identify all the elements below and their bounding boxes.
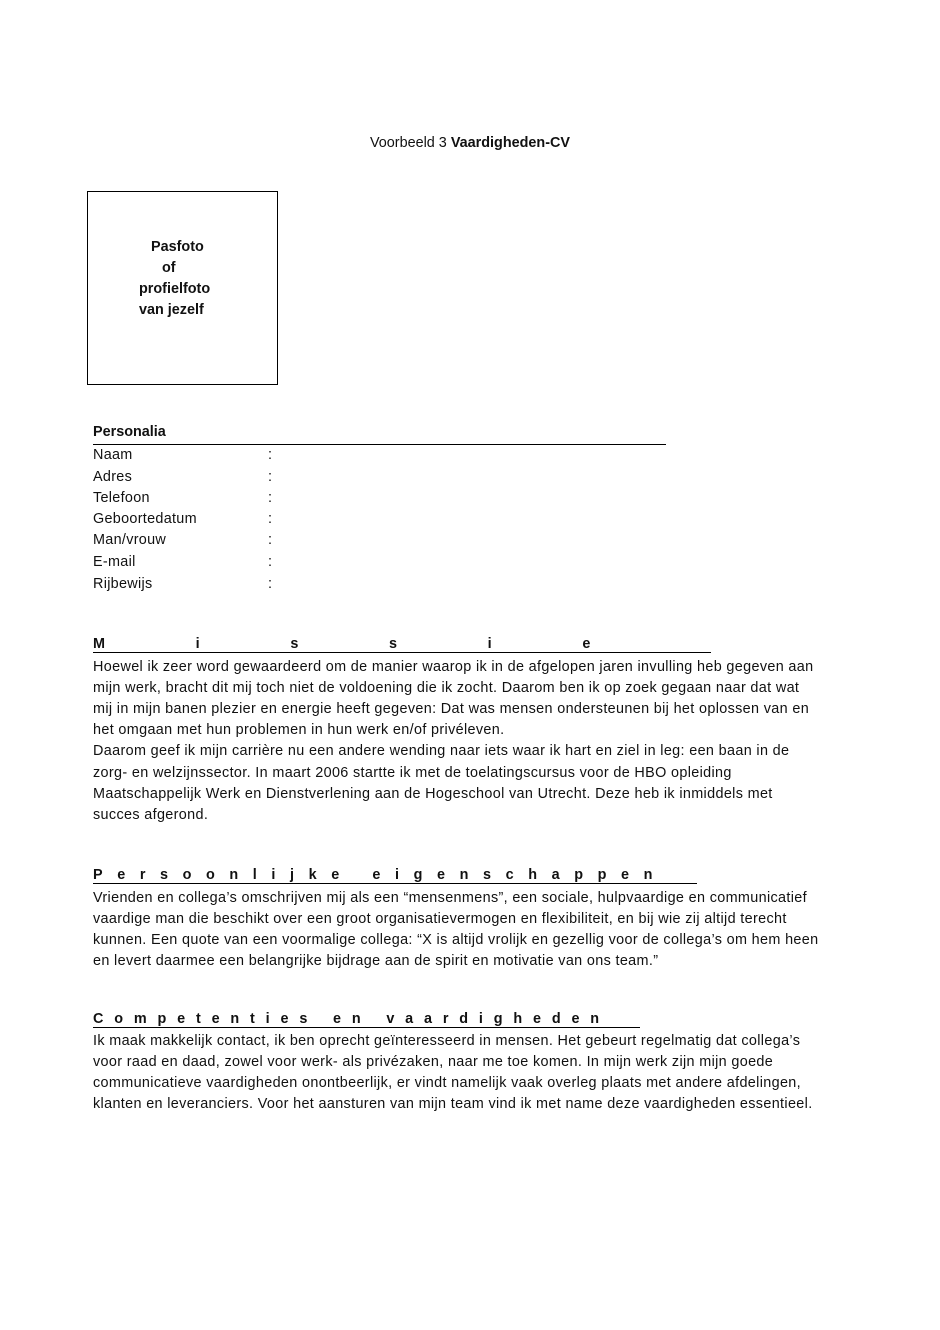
heading-letter: r (139, 867, 146, 883)
missie-line: mijn werk, bracht dit mij toch niet de voldoening die ik zocht. Daarom ben ik op zoek gegaan naar dat wat (93, 680, 800, 696)
eigenschappen-line: kunnen. Een quote van een voormalige collega: “X is altijd vrolijk en gezellig voor de collega’s om hem heen (93, 932, 819, 948)
title-bold: Vaardigheden-CV (450, 135, 570, 151)
field-separator: : (268, 490, 272, 506)
eigenschappen-heading (93, 866, 697, 884)
heading-letter: h (528, 867, 537, 883)
competenties-line: klanten en leveranciers. Voor het aansturen van mijn team vind ik met name deze vaardigheden essentieel. (93, 1096, 813, 1112)
heading-letter: e (177, 1011, 186, 1027)
heading-letter: i (265, 1011, 270, 1027)
field-label: Rijbewijs (93, 576, 153, 592)
heading-letter (371, 1010, 375, 1027)
heading-letter: l (252, 867, 257, 883)
heading-letter: e (436, 867, 445, 883)
heading-letter: a (551, 867, 560, 883)
missie-heading (93, 635, 711, 653)
heading-underline-tail (681, 635, 711, 652)
heading-underline-tail (667, 866, 697, 883)
heading-letter: e (532, 1011, 541, 1027)
photo-line-4: van jezelf (139, 302, 204, 318)
heading-letter: v (386, 1011, 395, 1027)
heading-letter: n (230, 1011, 240, 1027)
heading-letter: e (280, 1011, 289, 1027)
heading-letter: n (643, 867, 653, 883)
heading-letter: s (482, 867, 491, 883)
field-separator: : (268, 532, 272, 548)
heading-letter: e (620, 867, 629, 883)
photo-placeholder (87, 191, 278, 385)
field-label: Man/vrouw (93, 532, 167, 548)
heading-letter: s (290, 636, 299, 652)
heading-letter: h (513, 1011, 523, 1027)
heading-letter (318, 1010, 322, 1027)
heading-letter: i (487, 636, 492, 652)
heading-letter: m (133, 1011, 147, 1027)
heading-letter: M (93, 636, 105, 652)
heading-letter: s (299, 1011, 308, 1027)
field-separator: : (268, 511, 272, 527)
field-label: Adres (93, 469, 133, 485)
photo-line-2: of (162, 260, 176, 276)
heading-letter: r (442, 1011, 449, 1027)
missie-line: Hoewel ik zeer word gewaardeerd om de manier waarop ik in de afgelopen jaren invulling heb gegeven aan (93, 659, 814, 675)
field-row (93, 576, 152, 597)
heading-letter: a (424, 1011, 433, 1027)
heading-letter: p (157, 1011, 167, 1027)
heading-letter: n (590, 1011, 600, 1027)
heading-letter: C (93, 1011, 104, 1027)
heading-letter: i (271, 867, 276, 883)
personalia-heading: Personalia (93, 424, 666, 445)
field-row (93, 554, 136, 575)
heading-letter: p (574, 867, 583, 883)
field-separator: : (268, 576, 272, 592)
heading-letter: i (478, 1011, 483, 1027)
heading-letter: g (493, 1011, 503, 1027)
field-separator: : (268, 554, 272, 570)
heading-letter: i (195, 636, 200, 652)
field-row (93, 447, 133, 468)
heading-letter: j (289, 867, 294, 883)
missie-line: mij in mijn banen plezier en energie heeft gegeven: Dat was mensen ondersteunen bij het oplossen van en (93, 701, 810, 717)
heading-letter: d (459, 1011, 469, 1027)
field-label: Geboortedatum (93, 511, 197, 527)
heading-letter: t (195, 1011, 201, 1027)
heading-letter: P (93, 867, 103, 883)
photo-line-3: profielfoto (139, 281, 211, 297)
heading-letter (354, 866, 358, 883)
heading-letter: s (160, 867, 169, 883)
heading-letter: e (117, 867, 126, 883)
page-title (0, 135, 940, 151)
field-row (93, 511, 197, 532)
heading-letter: o (114, 1011, 124, 1027)
missie-line: Daarom geef ik mijn carrière nu een andere wending naar iets waar ik hart en ziel in leg: een baan in de (93, 743, 790, 759)
field-row (93, 490, 150, 511)
heading-letter: g (413, 867, 423, 883)
photo-line-1: Pasfoto (151, 239, 204, 255)
heading-letter: o (206, 867, 215, 883)
heading-letter: n (229, 867, 239, 883)
missie-line: het omgaan met hun problemen in hun werk en/of privéleven. (93, 722, 505, 738)
title-prefix: Voorbeeld 3 (370, 135, 447, 151)
missie-line: Maatschappelijk Werk en Dienstverlening aan de Hogeschool van Utrecht. Deze heb ik inmiddels met (93, 786, 773, 802)
competenties-line: Ik maak makkelijk contact, ik ben oprecht geïnteresseerd in mensen. Het gebeurt regelmatig dat collega’s (93, 1033, 801, 1049)
heading-letter: e (333, 1011, 342, 1027)
heading-letter: n (459, 867, 469, 883)
heading-letter: e (582, 636, 591, 652)
missie-line: zorg- en welzijnssector. In maart 2006 startte ik met de toelatingscursus voor de HBO opleiding (93, 765, 732, 781)
heading-letter: t (250, 1011, 255, 1027)
heading-letter: s (388, 636, 397, 652)
eigenschappen-line: vaardige man die beschikt over een groot organisatievermogen en flexibiliteit, en bij wie zij altijd terecht (93, 911, 787, 927)
heading-letter: e (571, 1011, 580, 1027)
heading-letter: n (351, 1011, 361, 1027)
heading-letter: a (405, 1011, 414, 1027)
heading-letter: e (372, 867, 381, 883)
field-label: Naam (93, 447, 133, 463)
heading-letter: i (395, 867, 399, 883)
competenties-line: communicatieve vaardigheden onontbeerlijk, er vindt namelijk vaak overleg plaats met andere afdelingen, (93, 1075, 802, 1091)
competenties-heading (93, 1010, 640, 1028)
eigenschappen-line: Vrienden en collega’s omschrijven mij als een “mensenmens”, een sociale, hulpvaardige en communicatief (93, 890, 808, 906)
field-row (93, 469, 132, 490)
heading-letter: c (505, 867, 514, 883)
heading-underline-tail (610, 1010, 640, 1027)
field-label: Telefoon (93, 490, 150, 506)
heading-letter: d (551, 1011, 561, 1027)
heading-letter: e (331, 867, 340, 883)
heading-letter: e (211, 1011, 220, 1027)
heading-letter: o (182, 867, 192, 883)
heading-letter: p (597, 867, 607, 883)
field-separator: : (268, 469, 272, 485)
competenties-line: voor raad en daad, zowel voor werk- als privézaken, naar me toe komen. In mijn werk zijn mijn goede (93, 1054, 774, 1070)
eigenschappen-line: en levert daarmee een belangrijke bijdrage aan de spirit en motivatie van ons team.” (93, 953, 659, 969)
heading-letter: k (308, 867, 317, 883)
field-label: E-mail (93, 554, 136, 570)
missie-line: succes afgerond. (93, 807, 209, 823)
field-row (93, 532, 166, 553)
field-separator: : (268, 447, 272, 463)
